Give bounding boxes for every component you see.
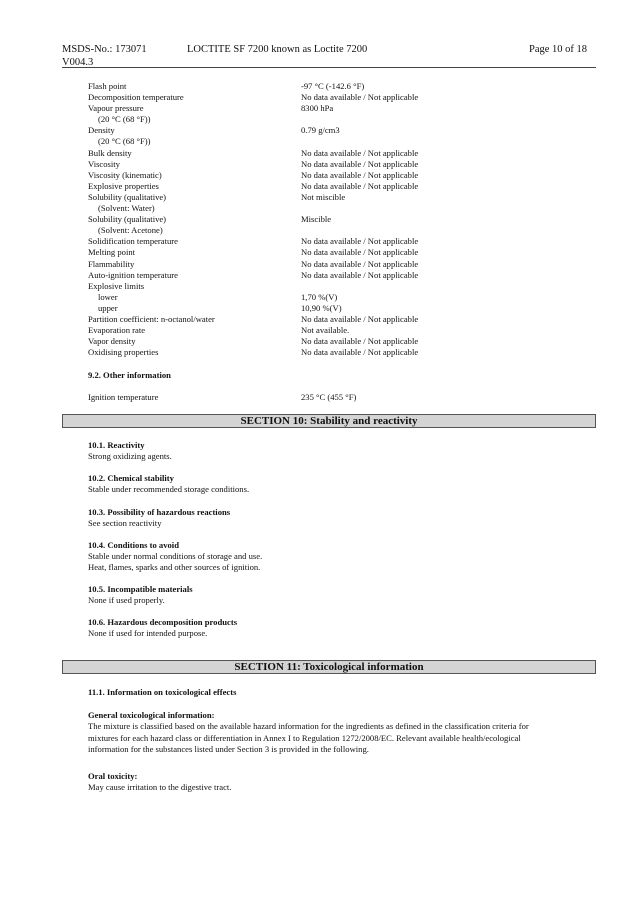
section-11-bar bbox=[62, 660, 596, 674]
property-value: Miscible bbox=[301, 214, 332, 225]
property-name: (20 °C (68 °F)) bbox=[98, 114, 151, 125]
property-name: lower bbox=[98, 291, 118, 302]
property-row bbox=[88, 203, 588, 214]
property-row bbox=[88, 192, 588, 203]
property-row bbox=[88, 181, 588, 192]
section-10-title: SECTION 10: Stability and reactivity bbox=[240, 415, 418, 427]
oral-toxicity-heading: Oral toxicity: bbox=[88, 771, 138, 781]
property-row bbox=[88, 81, 588, 92]
document-version: V004.3 bbox=[62, 57, 94, 68]
property-row bbox=[88, 247, 588, 258]
property-row bbox=[88, 136, 588, 147]
property-row bbox=[88, 103, 588, 114]
general-tox-line: The mixture is classified based on the available hazard information for the ingredients as defined in the classification criteria for bbox=[88, 721, 529, 731]
property-name: Evaporation rate bbox=[88, 325, 146, 336]
property-row bbox=[88, 336, 588, 347]
general-tox-line: information for the substances listed under Section 3 is provided in the following. bbox=[88, 744, 369, 754]
property-value: No data available / Not applicable bbox=[301, 313, 419, 324]
property-name: Explosive limits bbox=[88, 280, 145, 291]
property-value: No data available / Not applicable bbox=[301, 147, 419, 158]
property-row bbox=[88, 259, 588, 270]
property-row bbox=[88, 347, 588, 358]
properties-table bbox=[88, 81, 588, 358]
oral-toxicity-text: May cause irritation to the digestive tract. bbox=[88, 782, 232, 792]
property-name: Melting point bbox=[88, 247, 136, 258]
property-name: Oxidising properties bbox=[88, 347, 159, 358]
property-name: Partition coefficient: n-octanol/water bbox=[88, 313, 215, 324]
property-name: Vapour pressure bbox=[88, 103, 144, 114]
property-row bbox=[88, 159, 588, 170]
property-value: No data available / Not applicable bbox=[301, 258, 419, 269]
property-name: Viscosity (kinematic) bbox=[88, 169, 162, 180]
subsection-heading: 10.6. Hazardous decomposition products bbox=[88, 617, 238, 627]
subsection-text: None if used for intended purpose. bbox=[88, 628, 208, 638]
section-11-subheading: 11.1. Information on toxicological effects bbox=[88, 687, 237, 697]
header-divider bbox=[62, 67, 596, 68]
property-value: No data available / Not applicable bbox=[301, 92, 419, 103]
page-number: Page 10 of 18 bbox=[529, 44, 588, 55]
property-value: No data available / Not applicable bbox=[301, 336, 419, 347]
property-row bbox=[88, 236, 588, 247]
property-value: 10,90 %(V) bbox=[301, 302, 342, 313]
property-name: Auto-ignition temperature bbox=[88, 269, 178, 280]
property-row bbox=[88, 281, 588, 292]
property-row bbox=[88, 325, 588, 336]
property-value: 0.79 g/cm3 bbox=[301, 125, 340, 136]
general-tox-heading: General toxicological information: bbox=[88, 710, 215, 720]
property-value: No data available / Not applicable bbox=[301, 347, 419, 358]
property-value: No data available / Not applicable bbox=[301, 158, 419, 169]
property-value: No data available / Not applicable bbox=[301, 180, 419, 191]
property-row bbox=[88, 114, 588, 125]
subsection-text: Strong oxidizing agents. bbox=[88, 451, 172, 461]
property-name: Density bbox=[88, 125, 115, 136]
property-value: Not available. bbox=[301, 325, 350, 336]
subsection-text: None if used properly. bbox=[88, 595, 165, 605]
general-tox-line: mixtures for each hazard class or differentiation in Annex I to Regulation 1272/2008/EC. Relevant available health/ecological bbox=[88, 732, 521, 743]
property-value: Not miscible bbox=[301, 191, 346, 202]
property-name: (Solvent: Water) bbox=[98, 203, 155, 214]
section-10-bar bbox=[62, 414, 596, 428]
product-name: LOCTITE SF 7200 known as Loctite 7200 bbox=[187, 44, 368, 55]
property-name: Bulk density bbox=[88, 147, 132, 158]
property-value: No data available / Not applicable bbox=[301, 269, 419, 280]
property-name: Explosive properties bbox=[88, 180, 159, 191]
property-row bbox=[88, 225, 588, 236]
property-name: Vapor density bbox=[88, 336, 136, 347]
property-name: Flammability bbox=[88, 258, 135, 269]
subsection-text: Stable under recommended storage conditions. bbox=[88, 484, 250, 494]
subsection-heading: 10.3. Possibility of hazardous reactions bbox=[88, 507, 231, 517]
property-name: Solubility (qualitative) bbox=[88, 191, 167, 202]
general-tox-text bbox=[88, 721, 593, 756]
property-name: upper bbox=[98, 302, 118, 313]
subsection-heading: 10.5. Incompatible materials bbox=[88, 584, 193, 594]
property-row bbox=[88, 92, 588, 103]
property-row bbox=[88, 148, 588, 159]
property-name: Solubility (qualitative) bbox=[88, 214, 167, 225]
property-value: No data available / Not applicable bbox=[301, 236, 419, 247]
property-row bbox=[88, 125, 588, 136]
subsection-text: Stable under normal conditions of storage and use. bbox=[88, 551, 263, 561]
property-row bbox=[88, 214, 588, 225]
property-row bbox=[88, 292, 588, 303]
property-name: Decomposition temperature bbox=[88, 92, 184, 103]
property-value: 8300 hPa bbox=[301, 103, 334, 114]
property-row bbox=[88, 170, 588, 181]
property-value: No data available / Not applicable bbox=[301, 169, 419, 180]
subsection-heading: 10.1. Reactivity bbox=[88, 440, 145, 450]
property-name: (20 °C (68 °F)) bbox=[98, 136, 151, 147]
property-value: 1,70 %(V) bbox=[301, 291, 338, 302]
ignition-temperature-value: 235 °C (455 °F) bbox=[301, 392, 357, 402]
subsection-text: See section reactivity bbox=[88, 518, 162, 528]
property-row bbox=[88, 303, 588, 314]
property-row bbox=[88, 314, 588, 325]
property-name: Solidification temperature bbox=[88, 236, 178, 247]
msds-number: MSDS-No.: 173071 bbox=[62, 44, 147, 55]
property-name: Viscosity bbox=[88, 158, 120, 169]
property-name: Flash point bbox=[88, 81, 127, 91]
subsection-text: Heat, flames, sparks and other sources of ignition. bbox=[88, 562, 261, 572]
ignition-temperature-label: Ignition temperature bbox=[88, 392, 159, 402]
other-information-heading: 9.2. Other information bbox=[88, 370, 171, 380]
property-value: No data available / Not applicable bbox=[301, 247, 419, 258]
property-name: (Solvent: Acetone) bbox=[98, 225, 163, 236]
section-11-title: SECTION 11: Toxicological information bbox=[234, 661, 424, 673]
subsection-heading: 10.2. Chemical stability bbox=[88, 473, 174, 483]
property-value: -97 °C (-142.6 °F) bbox=[301, 81, 365, 91]
property-row bbox=[88, 270, 588, 281]
subsection-heading: 10.4. Conditions to avoid bbox=[88, 540, 179, 550]
